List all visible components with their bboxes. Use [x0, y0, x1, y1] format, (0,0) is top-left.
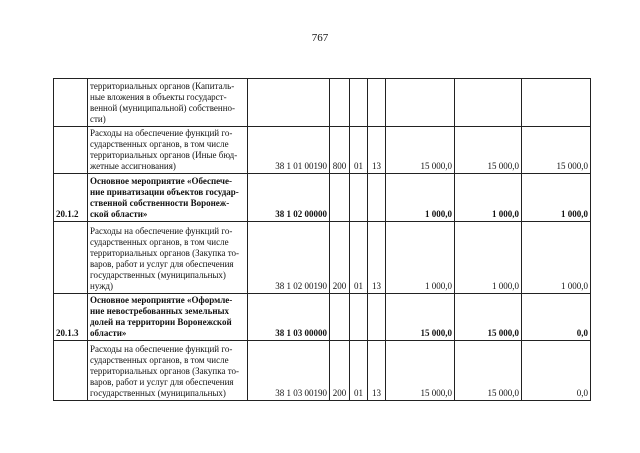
amount-year-2: 1 000,0: [455, 174, 522, 222]
row-description: территориальных органов (Капиталь-ные вложения в объекты государст-венной (муниципальной) собственно-сти): [88, 79, 248, 127]
section-code: 01: [350, 222, 368, 294]
table-row: [54, 174, 591, 222]
amount-year-3: 1 000,0: [522, 174, 591, 222]
subsection-code: [368, 79, 386, 127]
amount-year-2: [455, 79, 522, 127]
amount-year-2: 15 000,0: [455, 341, 522, 401]
table-row: [54, 341, 591, 401]
table-body: [54, 79, 591, 401]
subsection-code: 13: [368, 127, 386, 174]
row-description: Расходы на обеспечение функций го-сударственных органов, в том числе территориальных органов (Закупка то-варов, работ и услуг для обеспечения государственных (муниципальных): [88, 341, 248, 401]
row-number: [54, 341, 88, 401]
target-article-code: 38 1 03 00190: [248, 341, 330, 401]
row-description: Основное мероприятие «Оформле-ние невостребованных земельных долей на территории Воронежской области»: [88, 294, 248, 341]
expense-type-code: [330, 174, 350, 222]
target-article-code: 38 1 02 00190: [248, 222, 330, 294]
amount-year-1: 15 000,0: [386, 127, 455, 174]
amount-year-2: 15 000,0: [455, 294, 522, 341]
amount-year-3: 15 000,0: [522, 127, 591, 174]
amount-year-1: 1 000,0: [386, 222, 455, 294]
row-number: [54, 127, 88, 174]
subsection-code: 13: [368, 341, 386, 401]
table-row: [54, 294, 591, 341]
amount-year-2: 1 000,0: [455, 222, 522, 294]
subsection-code: [368, 294, 386, 341]
section-code: [350, 294, 368, 341]
row-description: Расходы на обеспечение функций го-сударственных органов, в том числе территориальных органов (Иные бюд-жетные ассигнования): [88, 127, 248, 174]
expense-type-code: 200: [330, 341, 350, 401]
subsection-code: [368, 174, 386, 222]
page-number: 767: [311, 32, 329, 44]
row-number: 20.1.3: [54, 294, 88, 341]
target-article-code: [248, 79, 330, 127]
table-row: [54, 127, 591, 174]
expense-type-code: 200: [330, 222, 350, 294]
amount-year-1: 1 000,0: [386, 174, 455, 222]
row-number: [54, 79, 88, 127]
amount-year-3: [522, 79, 591, 127]
target-article-code: 38 1 02 00000: [248, 174, 330, 222]
amount-year-3: 1 000,0: [522, 222, 591, 294]
expense-type-code: [330, 79, 350, 127]
row-number: 20.1.2: [54, 174, 88, 222]
section-code: [350, 174, 368, 222]
section-code: [350, 79, 368, 127]
amount-year-1: [386, 79, 455, 127]
amount-year-1: 15 000,0: [386, 341, 455, 401]
expense-type-code: [330, 294, 350, 341]
section-code: 01: [350, 341, 368, 401]
row-description: Основное мероприятие «Обеспече-ние приватизации объектов государ-ственной собственности Воронеж-ской области»: [88, 174, 248, 222]
budget-table: [53, 78, 591, 401]
amount-year-1: 15 000,0: [386, 294, 455, 341]
table-row: [54, 79, 591, 127]
subsection-code: 13: [368, 222, 386, 294]
amount-year-3: 0,0: [522, 341, 591, 401]
target-article-code: 38 1 01 00190: [248, 127, 330, 174]
expense-type-code: 800: [330, 127, 350, 174]
row-description: Расходы на обеспечение функций го-сударственных органов, в том числе территориальных органов (Закупка то-варов, работ и услуг для обеспечения государственных (муниципальных) нужд): [88, 222, 248, 294]
amount-year-3: 0,0: [522, 294, 591, 341]
amount-year-2: 15 000,0: [455, 127, 522, 174]
section-code: 01: [350, 127, 368, 174]
table-row: [54, 222, 591, 294]
row-number: [54, 222, 88, 294]
target-article-code: 38 1 03 00000: [248, 294, 330, 341]
